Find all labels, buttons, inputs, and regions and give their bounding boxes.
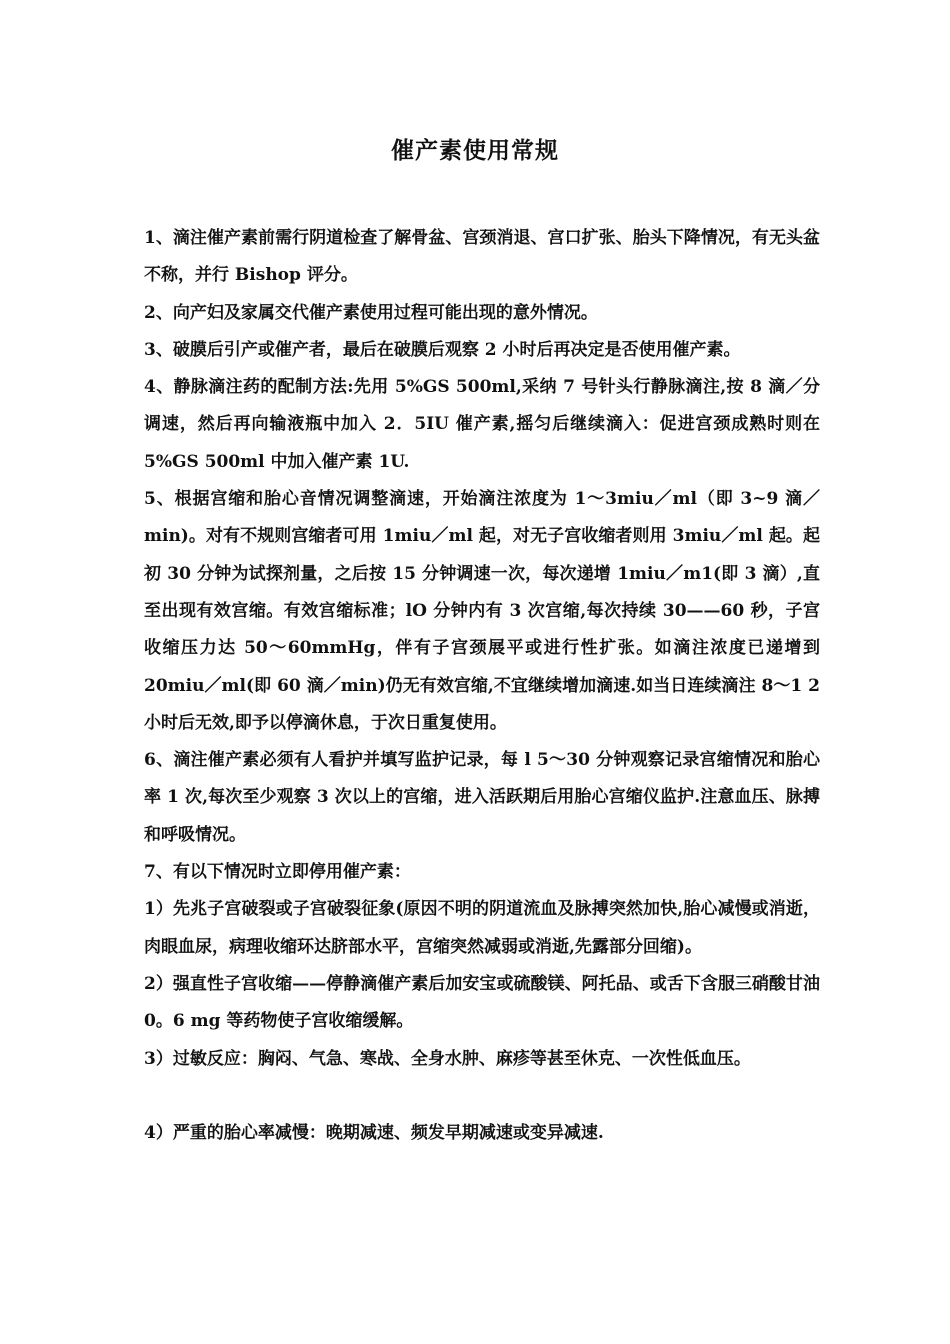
- paragraph-5: 5、根据宫缩和胎心音情况调整滴速，开始滴注浓度为 1～3miu／ml（即 3~9 滴／min)。对有不规则宫缩者可用 1miu／ml 起，对无子宫收缩者则用 3miu／ml 起。起初 30 分钟为试探剂量，之后按 15 分钟调速一次，每次递增 1miu／m1(即 3 滴）,直至出现有效宫缩。有效宫缩标准；lO 分钟内有 3 次宫缩,每次持续 30——60 秒，子宫收缩压力达 50～60mmHg，伴有子宫颈展平或进行性扩张。如滴注浓度已递增到 20miu／ml(即 60 滴／min)仍无有效宫缩,不宜继续增加滴速.如当日连续滴注 8～1 2 小时后无效,即予以停滴休息，于次日重复使用。: [144, 489, 820, 733]
- paragraph-3: 3、破膜后引产或催产者，最后在破膜后观察 2 小时后再决定是否使用催产素。: [144, 339, 741, 360]
- paragraph-6: 6、滴注催产素必须有人看护并填写监护记录，每 l 5～30 分钟观察记录宫缩情况和胎心率 1 次,每次至少观察 3 次以上的宫缩，进入活跃期后用胎心宫缩仪监护.注意血压、脉搏和呼吸情况。: [144, 750, 820, 845]
- list-item-4: 4）严重的胎心率减慢：晚期减速、频发早期减速或变异减速.: [144, 1122, 604, 1143]
- paragraph-7: 7、有以下情况时立即停用催产素：: [144, 862, 411, 883]
- paragraph-spacer: [144, 1078, 820, 1115]
- list-item-3: 3）过敏反应：胸闷、气急、寒战、全身水肿、麻疹等甚至休克、一次性低血压。: [144, 1048, 751, 1069]
- list-item-1: 1）先兆子宫破裂或子宫破裂征象(原因不明的阴道流血及脉搏突然加快,胎心减慢或消逝，肉眼血尿，病理收缩环达脐部水平，宫缩突然减弱或消逝,先露部分回缩)。: [144, 899, 820, 957]
- paragraph-1: 1、滴注催产素前需行阴道检查了解骨盆、宫颈消退、宫口扩张、胎头下降情况，有无头盆不称，并行 Bishop 评分。: [144, 228, 820, 286]
- list-item-2: 2）强直性子宫收缩——停静滴催产素后加安宝或硫酸镁、阿托品、或舌下含服三硝酸甘油 0。6 mg 等药物使子宫收缩缓解。: [144, 973, 820, 1032]
- document-title: 催产素使用常规: [391, 137, 559, 164]
- document-body: [144, 220, 820, 1152]
- paragraph-4: 4、静脉滴注药的配制方法:先用 5%GS 500ml,采纳 7 号针头行静脉滴注,按 8 滴／分调速，然后再向输液瓶中加入 2．5IU 催产素,摇匀后继续滴入：促进宫颈成熟时则在 5%GS 500ml 中加入催产素 1U.: [144, 377, 820, 472]
- paragraph-2: 2、向产妇及家属交代催产素使用过程可能出现的意外情况。: [144, 302, 598, 323]
